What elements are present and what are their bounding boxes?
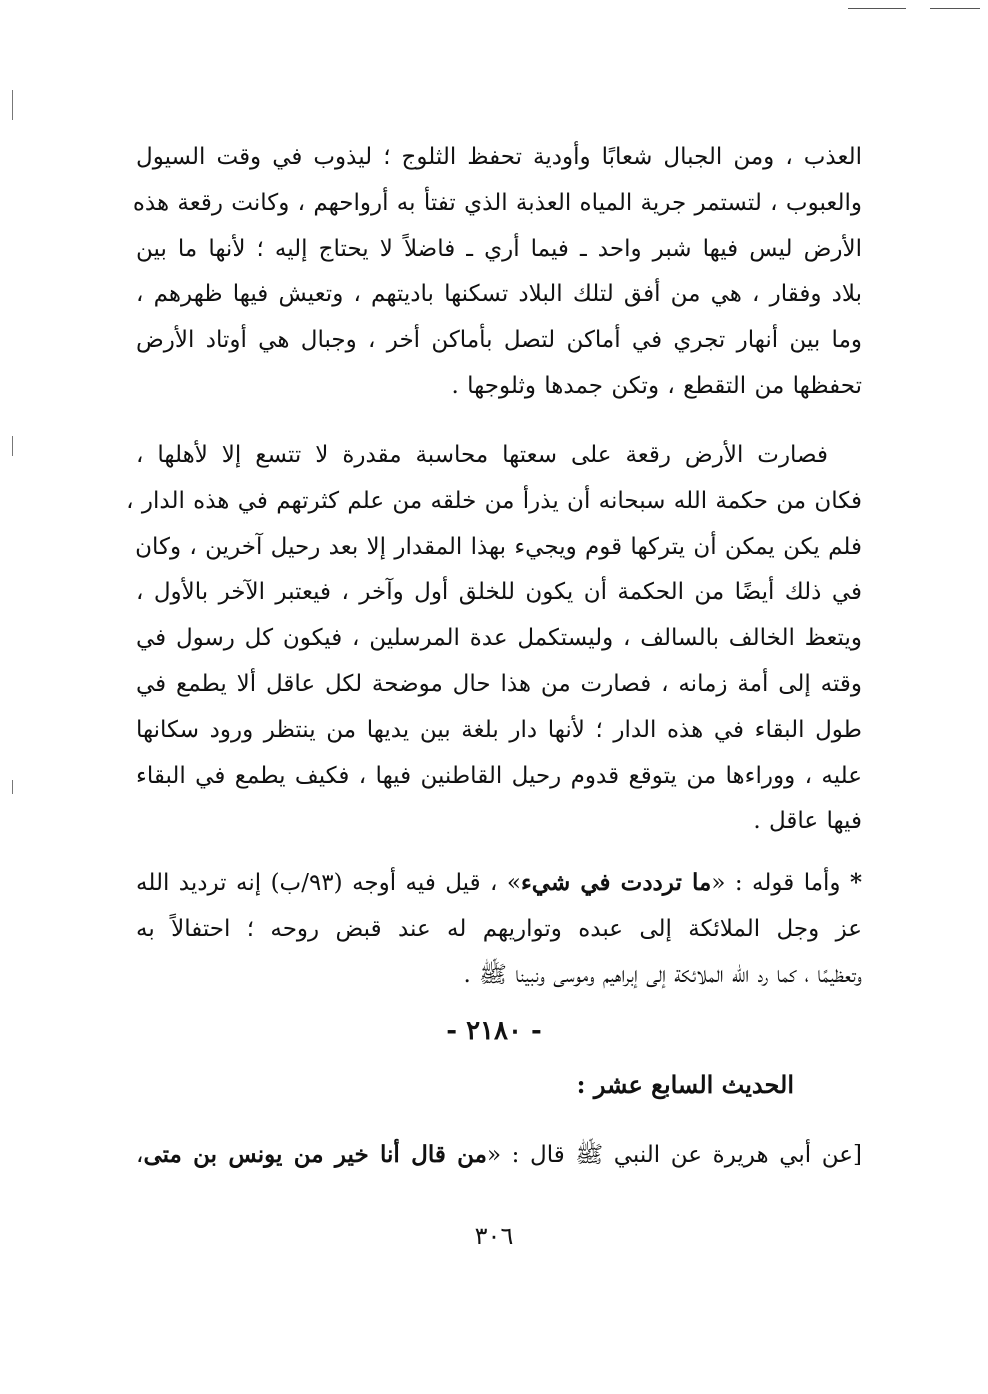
quote-rest: » ، قيل فيه أوجه (٩٣/ب) إنه ترديد الله [136, 870, 521, 896]
text-line: العذب ، ومن الجبال شعابًا وأودية تحفظ الثلوج ؛ ليذوب في وقت السيول [136, 144, 862, 170]
hadith-intro: [عن أبي هريرة عن النبي ﷺ قال : « [486, 1142, 862, 1168]
margin-mark [12, 780, 13, 794]
hadith-title: الحديث السابع عشر : [576, 1070, 794, 1099]
text-line: طول البقاء في هذه الدار ؛ لأنها دار بلغة بين يديها من ينتظر ورود سكانها [136, 716, 862, 743]
top-rule-left [848, 8, 906, 9]
quoted-phrase: ما ترددت في شيء [520, 869, 712, 896]
text-line: عز وجل الملائكة إلى عبده وتواريهم له عند قبض روحه ؛ احتفالاً به [136, 915, 862, 942]
star-marker: * [849, 869, 862, 896]
text-line: والعبوب ، لتستمر جرية المياه العذبة الذي تفتأ به أرواحهم ، وكانت رقعة هذه [132, 189, 862, 216]
text-line: عليه ، ووراءها من يتوقع قدوم رحيل القاطنين فيها ، فكيف يطمع في البقاء [136, 762, 862, 789]
margin-mark [12, 436, 13, 456]
text-line: فيها عاقل . [753, 808, 862, 835]
text-line: وتعظيمًا ، كما رد الله الملائكة إلى إبراهيم وموسى ونبينا ﷺ . [463, 961, 862, 988]
text-line: تحفظها من التقطع ، وتكن جمدها وثلوجها . [451, 372, 862, 399]
text-line: بلاد وفقار ، هي من أفق لتلك البلاد تسكنها باديتهم ، وتعيش فيها ظهرهم ، [136, 281, 862, 308]
paragraph-1 [132, 135, 862, 410]
text-line [136, 860, 862, 907]
hadith-number: - ٢١٨٠ - [446, 1016, 542, 1046]
text-line: ويتعظ الخالف بالسالف ، وليستكمل عدة المرسلين ، فيكون كل رسول في [136, 625, 862, 652]
hadith-end: ، [136, 1142, 144, 1168]
top-rule-right [930, 8, 980, 9]
quote-intro: وأما قوله : « [711, 870, 841, 896]
paragraph-3 [136, 860, 862, 998]
paragraph-2 [126, 433, 862, 845]
page-number: ٣٠٦ [474, 1222, 514, 1250]
margin-mark [12, 90, 13, 120]
text-line: فصارت الأرض رقعة على سعتها محاسبة مقدرة لا تتسع إلا لأهلها ، [136, 442, 828, 468]
text-line: في ذلك أيضًا من الحكمة أن يكون للخلق أول وآخر ، فيعتبر الآخر بالأول ، [136, 579, 862, 606]
text-line: وقته إلى أمة زمانه ، فصارت من هذا حال موضحة لكل عاقل ألا يطمع في [136, 670, 862, 697]
hadith-quote: من قال أنا خير من يونس بن متى [143, 1141, 487, 1168]
text-line: وما بين أنهار تجري في أماكن لتصل بأماكن أخر ، وجبال هي أوتاد الأرض [136, 327, 862, 354]
hadith-text [136, 1133, 862, 1177]
text-line: فكان من حكمة الله سبحانه أن يذرأ من خلقه من علم كثرتهم في هذه الدار ، [126, 487, 862, 514]
text-line: فلم يكن يمكن أن يتركها قوم ويجيء بهذا المقدار إلا بعد رحيل آخرين ، وكان [135, 533, 862, 560]
text-line: الأرض ليس فيها شبر واحد ـ فيما أري ـ فاضلاً لا يحتاج إليه ؛ لأنها ما بين [136, 235, 862, 262]
